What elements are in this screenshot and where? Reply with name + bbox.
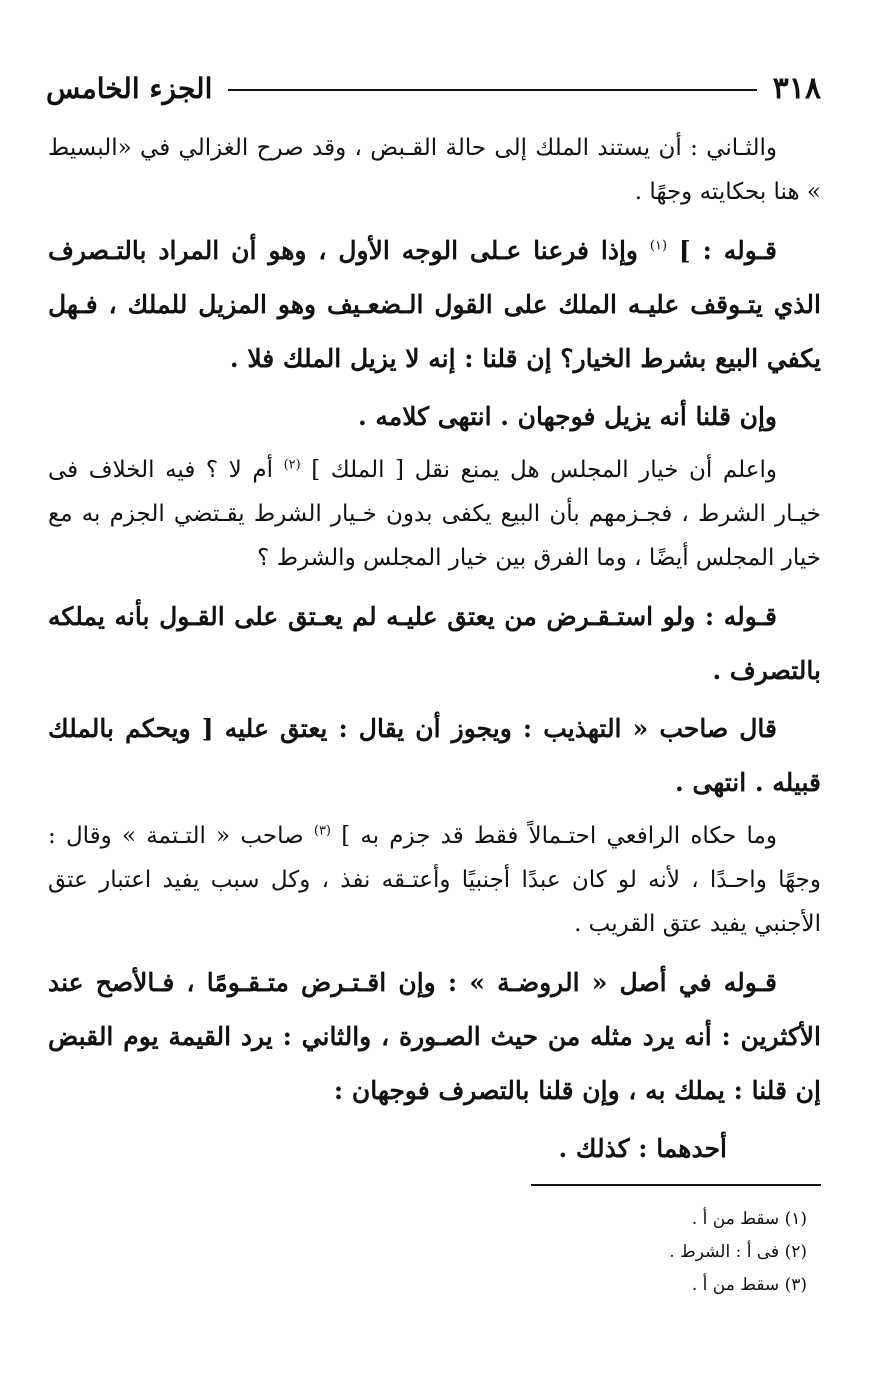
page-header	[46, 68, 821, 108]
paragraph-quote-two-aspects	[48, 390, 821, 444]
footnote-ref-3: (٣)	[313, 823, 331, 839]
footnotes	[300, 1203, 807, 1302]
footnote-2: (٢) فى أ : الشرط .	[669, 1242, 807, 1262]
paragraph-text: قـوله في أصل « الروضـة » : وإن اقـتـرض متـقـومًا ، فـالأصح عند الأكثرين : أنه يرد مثله من حيث الصـورة ، والثاني : يرد القيمة يوم القبض إن قلنا : يملك به ، وإن قلنا بالتصرف فوجهان :	[48, 968, 821, 1105]
paragraph-text: صاحب « التـتمة » وقال : وجهًا واحـدًا ، لأنه لو كان عبدًا أجنبيًا وأعتـقه نفذ ، وكل سبب يفيد اعتبار عتق الأجنبي يفيد عتق القريب .	[48, 823, 821, 937]
footnote-ref-1: (١)	[649, 238, 668, 254]
paragraph-text: وإذا فرعنا عـلى الوجه الأول ، وهو أن المراد بالتـصرف الذي يتـوقف عليـه الملك على القول الـضعـيف وهو المزيل للملك ، فـهل يكفي البيع بشرط الخيار؟ إن قلنا : إنه لا يزيل الملك فلا .	[48, 236, 821, 373]
paragraph-text: قـوله : ]	[667, 236, 777, 265]
paragraph-text: وإن قلنا أنه يزيل فوجهان . انتهى كلامه .	[358, 402, 777, 431]
footnote-3: (٣) سقط من أ .	[691, 1275, 807, 1295]
part-title: الجزء الخامس	[46, 71, 213, 105]
footnote-separator	[531, 1184, 821, 1186]
paragraph-text: وما حكاه الرافعي احتـمالاً فقط قد جزم به ]	[331, 823, 777, 849]
main-text	[48, 126, 821, 1180]
paragraph-quote-tahdhib	[48, 702, 821, 810]
paragraph-quote-first-aspect	[48, 224, 821, 386]
paragraph-text: والثـاني : أن يستند الملك إلى حالة القـبض ، وقد صرح الغزالي في «البسيط » هنا بحكايته وجهًا .	[48, 135, 821, 205]
paragraph-text: أحدهما : كذلك .	[558, 1134, 727, 1163]
paragraph-text: واعلم أن خيار المجلس هل يمنع نقل [ الملك ]	[300, 457, 777, 483]
paragraph-text: قال صاحب « التهذيب : ويجوز أن يقال : يعتق عليه [ ويحكم بالملك قبيله . انتهى .	[48, 714, 821, 797]
footnote-1: (١) سقط من أ .	[691, 1209, 807, 1229]
paragraph-second-opinion	[48, 126, 821, 214]
paragraph-council-option	[48, 448, 821, 580]
header-rule	[228, 89, 756, 91]
page-number: ٣١٨	[772, 70, 821, 106]
paragraph-rafii-tatimma	[48, 814, 821, 946]
footnote-ref-2: (٢)	[283, 457, 301, 473]
paragraph-text: أم لا ؟ فيه الخلاف فى خيـار الشرط ، فجـزمهم بأن البيع يكفى بدون خـيار الشرط يقـتضي الجزم به مع خيار المجلس أيضًا ، وما الفرق بين خيار المجلس والشرط ؟	[48, 457, 821, 571]
paragraph-first-of-two	[48, 1122, 821, 1176]
paragraph-text: قـوله : ولو استـقـرض من يعتق عليـه لم يعـتق على القـول بأنه يملكه بالتصرف .	[48, 602, 821, 685]
paragraph-quote-borrowing	[48, 590, 821, 698]
paragraph-quote-rawda	[48, 956, 821, 1118]
